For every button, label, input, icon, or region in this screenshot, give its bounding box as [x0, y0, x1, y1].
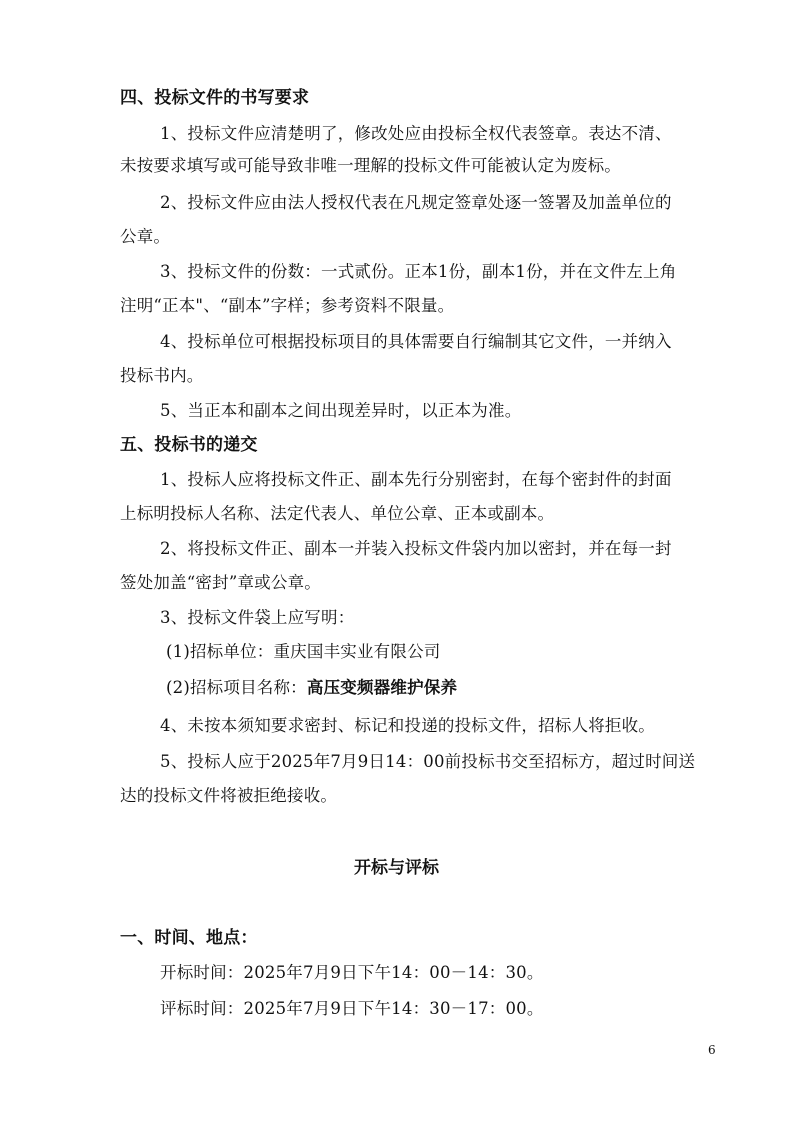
item-2-label: (2)招标项目名称： [166, 678, 307, 697]
evaluation-time-line: 评标时间：2025年7月9日下午14：30－17：00。 [160, 999, 544, 1018]
s4-p1-line1: 1、投标文件应清楚明了，修改处应由投标全权代表签章。表达不清、 [160, 124, 672, 143]
item-1-value: 重庆国丰实业有限公司 [273, 642, 441, 661]
s5-item-1 [166, 642, 713, 662]
s4-p2-line2: 公章。 [120, 227, 171, 246]
s5-p1-line2: 上标明投标人名称、法定代表人、单位公章、正本或副本。 [120, 504, 555, 523]
s5-p5-line2: 达的投标文件将被拒绝接收。 [120, 786, 338, 805]
item-1-label: (1)招标单位： [166, 642, 274, 661]
s5-p5-line1: 5、投标人应于2025年7月9日14：00前投标书交至招标方，超过时间送 [160, 752, 696, 771]
s4-p1-line2: 未按要求填写或可能导致非唯一理解的投标文件可能被认定为废标。 [120, 156, 621, 175]
s4-p3-line2: 注明“正本"、“副本”字样；参考资料不限量。 [120, 296, 455, 315]
item-2-value: 高压变频器维护保养 [306, 678, 458, 697]
section-5-heading: 五、投标书的递交 [120, 435, 258, 455]
opening-time-line: 开标时间：2025年7月9日下午14：00－14：30。 [160, 963, 544, 982]
s5-p2-line1: 2、将投标文件正、副本一并装入投标文件袋内加以密封，并在每一封 [160, 539, 672, 558]
s4-p2-line1: 2、投标文件应由法人授权代表在凡规定签章处逐一签署及加盖单位的 [160, 193, 672, 212]
s5-p4-line1: 4、未按本须知要求密封、标记和投递的投标文件，招标人将拒收。 [160, 716, 655, 735]
page-number: 6 [708, 1043, 716, 1057]
s5-p3-line1: 3、投标文件袋上应写明： [160, 608, 355, 627]
section-4-heading: 四、投标文件的书写要求 [120, 88, 310, 108]
opening-evaluation-title: 开标与评标 [354, 858, 439, 878]
s5-p1-line1: 1、投标人应将投标文件正、副本先行分别密封，在每个密封件的封面 [160, 470, 672, 489]
opening-heading: 一、时间、地点： [120, 928, 258, 948]
s4-p3-line1: 3、投标文件的份数：一式贰份。正本1份，副本1份，并在文件左上角 [160, 262, 677, 281]
s4-p4-line1: 4、投标单位可根据投标项目的具体需要自行编制其它文件，一并纳入 [160, 332, 672, 351]
s5-item-2 [166, 678, 713, 698]
s4-p4-line2: 投标书内。 [120, 366, 204, 385]
s4-p5-line1: 5、当正本和副本之间出现差异时，以正本为准。 [160, 401, 522, 420]
s5-p2-line2: 签处加盖“密封”章或公章。 [120, 573, 321, 592]
